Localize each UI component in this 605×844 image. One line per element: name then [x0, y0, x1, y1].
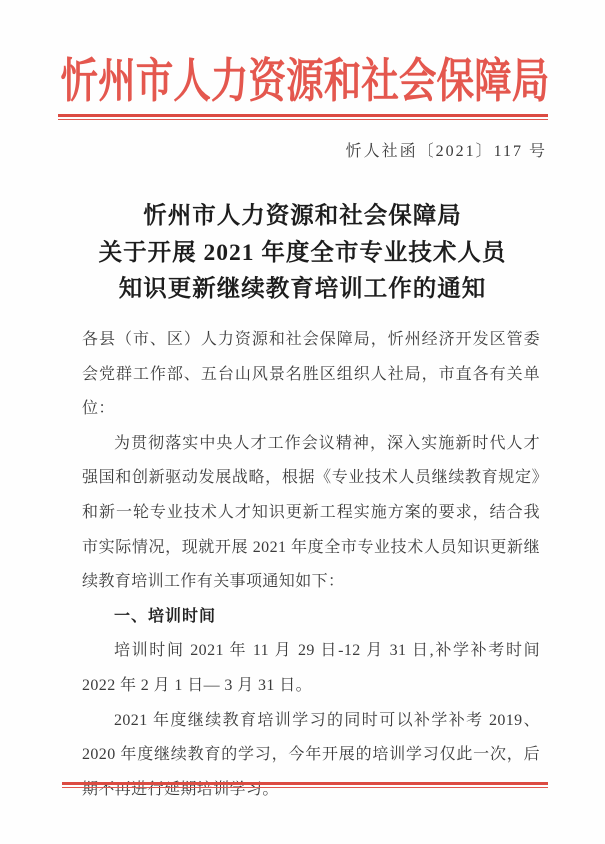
letterhead-org-name: 忻州市人力资源和社会保障局	[60, 56, 550, 108]
document-reference-number: 忻人社函〔2021〕117 号	[345, 143, 547, 160]
document-title-line-2: 关于开展 2021 年度全市专业技术人员	[98, 239, 507, 266]
footer-divider	[62, 782, 548, 788]
section-1-paragraph-2: 2021 年度继续教育培训学习的同时可以补学补考 2019、2020 年度继续教育的学习，今年开展的培训学习仅此一次，后期不再进行延期培训学习。	[82, 711, 540, 798]
document-title-line-1: 忻州市人力资源和社会保障局	[143, 203, 462, 229]
document-body	[82, 323, 540, 807]
document-title-line-3: 知识更新继续教育培训工作的通知	[118, 276, 487, 302]
recipients-line: 各县（市、区）人力资源和社会保障局，忻州经济开发区管委会党群工作部、五台山风景名胜区组织人社局，市直各有关单位：	[82, 331, 540, 418]
document-title	[0, 198, 605, 308]
intro-paragraph: 为贯彻落实中央人才工作会议精神，深入实施新时代人才强国和创新驱动发展战略，根据《专业技术人员继续教育规定》和新一轮专业技术人才知识更新工程实施方案的要求，结合我市实际情况，现就开展 2021 年度全市专业技术人员知识更新继续教育培训工作有关事项通知如下：	[82, 434, 540, 591]
section-1-paragraph-1: 培训时间 2021 年 11 月 29 日-12 月 31 日,补学补考时间 2022 年 2 月 1 日— 3 月 31 日。	[82, 642, 540, 694]
section-1-heading: 一、培训时间	[114, 607, 217, 625]
letterhead-divider	[58, 114, 548, 120]
